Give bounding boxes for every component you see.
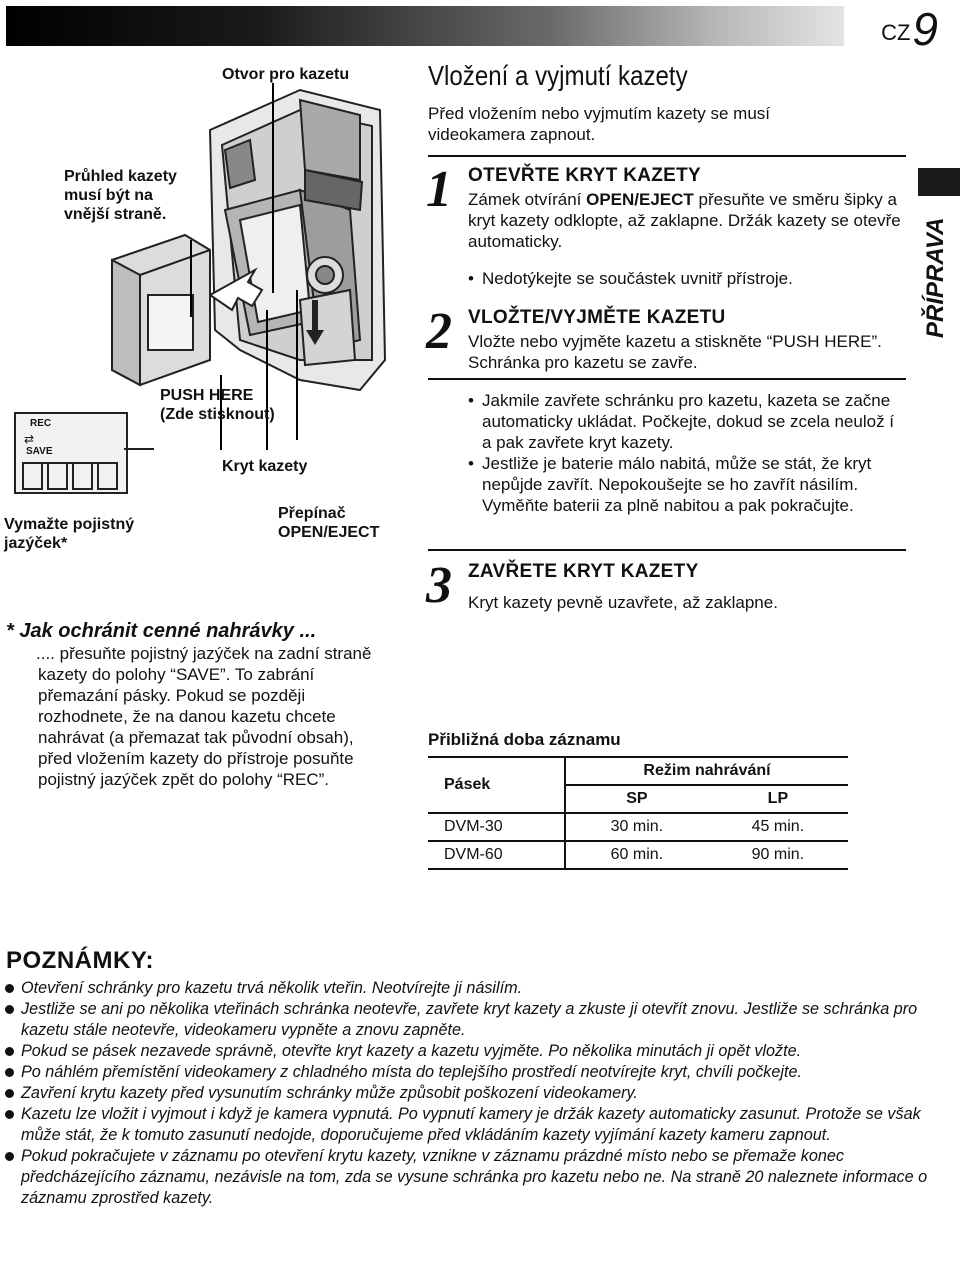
label-switch: Přepínač OPEN/EJECT (278, 505, 380, 541)
cell-sp: 60 min. (610, 846, 664, 863)
list-item: Pokud se pásek nezavede správně, otevřte kryt kazety a kazetu vyjměte. Po několika minutách ji opět vložte. (4, 1041, 954, 1062)
list-item: • Jakmile zavřete schránku pro kazetu, kazeta se začne automaticky ukládat. Počkejte, dokud se zcela neulož í a pak zavřete kryt kazety. (468, 390, 908, 453)
callout-line-window (190, 240, 192, 315)
header-sp: SP (626, 790, 648, 807)
page-number: 9 (912, 3, 938, 55)
list-item: Otevření schránky pro kazetu trvá několik vteřin. Neotvírejte ji násilím. (4, 978, 954, 999)
label-window: Průhled kazety musí být na vnější straně. (64, 168, 177, 223)
list-item: Kazetu lze vložit i vyjmout i když je kamera vypnutá. Po vypnutí kamery je držák kazety automaticky zasunut. Protože se však může stát, že k tomuto zasunutí nedojde, doporučujeme před vkládáním kazety vyjímání kazety kameru zapnout. (4, 1104, 954, 1146)
side-tab (918, 168, 960, 354)
tab-save-label: SAVE (26, 446, 53, 457)
page-language: CZ (881, 20, 911, 45)
list-item: • Jestliže je baterie málo nabitá, může se stát, že kryt nepůjde zavřít. Nepokoušejte se ho zavřít násilím. Vyměňte baterii za plně nabitou a pak pokračujte. (468, 453, 908, 516)
label-tab: Vymažte pojistný jazýček* (4, 516, 135, 552)
cell-tape: DVM-30 (428, 813, 565, 841)
list-item: Zavření krytu kazety před vysunutím schránky může způsobit poškození videokamery. (4, 1083, 954, 1104)
step-2-rule (428, 378, 906, 380)
cell-sp: 30 min. (610, 818, 664, 835)
list-item: Pokud pokračujete v záznamu po otevření krytu kazety, vznikne v záznamu prázdné místo nebo se přemaže konec předcházejícího záznamu, nezávisle na tom, zda se vysune schránka pro kazetu nebo ne. Na straně 20 naleznete informace o záznamu zprostřed kazety. (4, 1146, 954, 1209)
table-row (428, 841, 848, 869)
list-item: Po náhlém přemístění videokamery z chladného místa do teplejšího prostředí neotvírejte kryt, chvíli počkejte. (4, 1062, 954, 1083)
callout-line-switch (296, 290, 298, 440)
list-item: • Nedotýkejte se součástek uvnitř přístroje. (468, 268, 908, 289)
switch-arrows-icon: ⇄ (24, 432, 35, 446)
list-item: Jestliže se ani po několika vteřinách schránka neotevře, zavřete kryt kazety a zkuste ji otevřít znovu. Jestliže se schránka pro kazetu stále neotevře, videokameru vypněte a znovu zapněte. (4, 999, 954, 1041)
side-tab-label: PŘÍPRAVA (922, 217, 949, 338)
step-2-text: Vložte nebo vyjměte kazetu a stiskněte “PUSH HERE”. Schránka pro kazetu se zavře. (468, 332, 882, 372)
step-2-title: VLOŽTE/VYJMĚTE KAZETU (468, 307, 726, 328)
tab-slots (22, 462, 118, 490)
step-1-bullets (468, 268, 908, 289)
section-title: Vložení a vyjmutí kazety (428, 60, 688, 91)
header-lp: LP (767, 790, 789, 807)
step-2-number: 2 (426, 303, 452, 360)
tab-rec-label: REC (30, 418, 52, 429)
step-1-number: 1 (426, 161, 452, 218)
step-2-bullets (468, 390, 908, 516)
callout-line-window-end (190, 315, 192, 317)
table-row (428, 813, 848, 841)
page-label (881, 2, 938, 55)
header-tape: Pásek (428, 757, 565, 813)
step-3-text: Kryt kazety pevně uzavřete, až zaklapne. (468, 593, 778, 612)
step-1-rule (428, 155, 906, 157)
step-1-text: Zámek otvírání OPEN/EJECT přesuňte ve směru šipky a kryt kazety odklopte, až zaklapne. Držák kazety se otevře automaticky. (468, 190, 901, 251)
label-cover: Kryt kazety (222, 458, 308, 475)
step-3-number: 3 (426, 557, 452, 614)
step-3-rule (428, 549, 906, 551)
label-push-here: PUSH HERE (Zde stisknout) (160, 387, 275, 423)
callout-line-slot (272, 83, 274, 293)
protection-title: * Jak ochránit cenné nahrávky ... (6, 620, 317, 642)
notes-title: POZNÁMKY: (6, 947, 155, 974)
step-1-title: OTEVŘTE KRYT KAZETY (468, 165, 702, 186)
cell-tape: DVM-60 (428, 841, 565, 869)
side-tab-bar (918, 168, 960, 196)
header-mode: Režim nahrávání (565, 757, 848, 785)
header-bar (6, 6, 844, 46)
recording-table (428, 756, 848, 870)
tab-callout-line (124, 448, 154, 450)
cell-lp: 45 min. (751, 818, 805, 835)
label-slot: Otvor pro kazetu (222, 66, 350, 83)
cell-lp: 90 min. (751, 846, 805, 863)
notes-list (4, 978, 954, 1209)
callout-line-cover (266, 310, 268, 450)
recording-table-title: Přibližná doba záznamu (428, 730, 621, 749)
protection-text: .... přesuňte pojistný jazýček na zadní straně kazety do polohy “SAVE”. To zabrání přemazání pásky. Pokud se později rozhodnete, že na danou kazetu chcete nahrávat (a přemazat tak původní obsah), před vložením kazety do přístroje posuňte pojistný jazýček zpět do polohy “REC”. (36, 644, 372, 789)
cassette-drawing (112, 235, 210, 385)
cassette-tab-box (14, 412, 128, 494)
step-3-title: ZAVŘETE KRYT KAZETY (468, 561, 699, 582)
section-intro: Před vložením nebo vyjmutím kazety se musí videokamera zapnout. (428, 104, 771, 144)
